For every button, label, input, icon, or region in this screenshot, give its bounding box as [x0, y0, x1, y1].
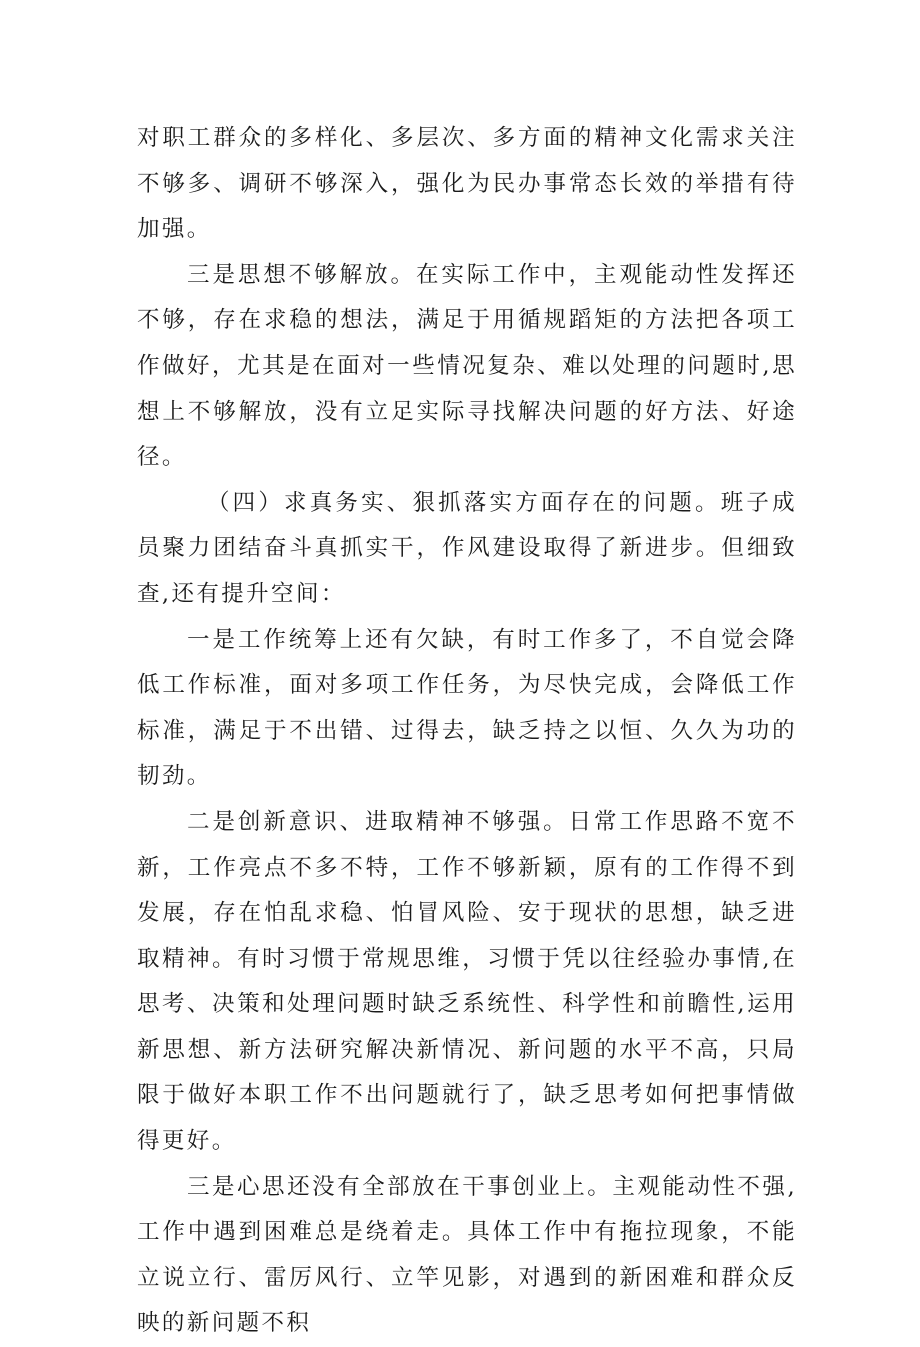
paragraph-point-three-dedication: 三是心思还没有全部放在干事创业上。主观能动性不强,工作中遇到困难总是绕着走。具体工作中有拖拉现象，不能立说立行、雷厉风行、立竿见影，对遇到的新困难和群众反映的新问题不积 [137, 1173, 797, 1337]
paragraph-section-four-heading: （四）求真务实、狠抓落实方面存在的问题。班子成员聚力团结奋斗真抓实干，作风建设取得了新进步。但细致查,还有提升空间： [137, 489, 797, 607]
paragraph-point-one-coordination: 一是工作统筹上还有欠缺，有时工作多了，不自觉会降低工作标准，面对多项工作任务，为尽快完成，会降低工作标准，满足于不出错、过得去，缺乏持之以恒、久久为功的韧劲。 [137, 626, 797, 790]
paragraph-point-two-innovation: 二是创新意识、进取精神不够强。日常工作思路不宽不新，工作亮点不多不特，工作不够新颖，原有的工作得不到发展，存在怕乱求稳、怕冒风险、安于现状的思想，缺乏进取精神。有时习惯于常规思维，习惯于凭以往经验办事情,在思考、决策和处理问题时缺乏系统性、科学性和前瞻性,运用新思想、新方法研究解决新情况、新问题的水平不高，只局限于做好本职工作不出问题就行了，缺乏思考如何把事情做得更好。 [137, 808, 797, 1155]
paragraph-point-three-thinking: 三是思想不够解放。在实际工作中，主观能动性发挥还不够，存在求稳的想法，满足于用循规蹈矩的方法把各项工作做好，尤其是在面对一些情况复杂、难以处理的问题时,思想上不够解放，没有立足实际寻找解决问题的好方法、好途径。 [137, 261, 797, 471]
document-body [137, 116, 797, 1347]
paragraph-continuation: 对职工群众的多样化、多层次、多方面的精神文化需求关注不够多、调研不够深入，强化为民办事常态长效的举措有待加强。 [137, 125, 797, 243]
